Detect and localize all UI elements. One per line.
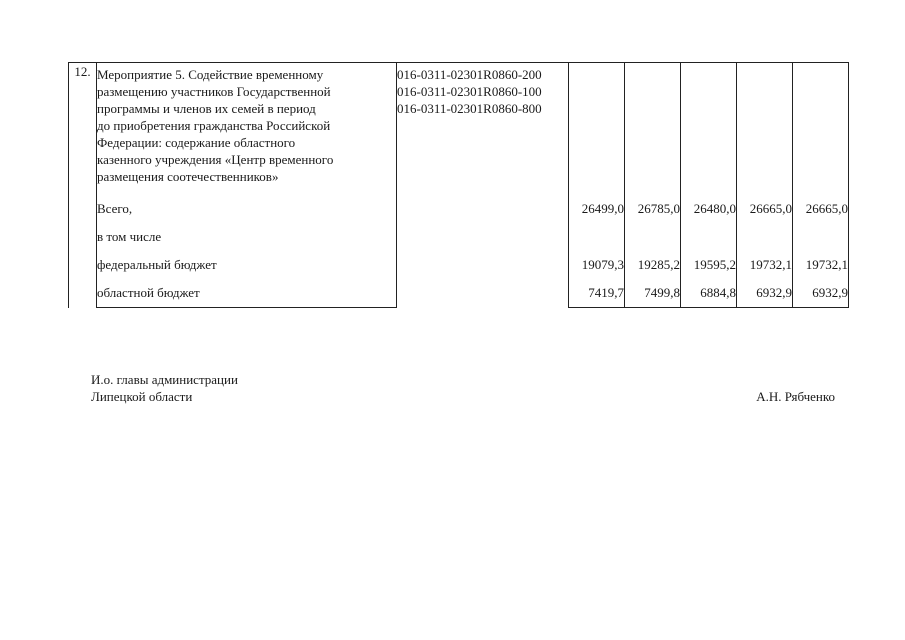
budget-table xyxy=(68,62,849,308)
value-cell xyxy=(737,223,793,251)
value-cell: 6932,9 xyxy=(737,279,793,308)
signature-region-line: Липецкой области xyxy=(91,389,193,404)
description-line: Мероприятие 5. Содействие временному xyxy=(97,67,324,82)
row-number: 12. xyxy=(69,63,97,308)
budget-codes xyxy=(397,63,569,308)
value-cell: 19732,1 xyxy=(793,251,849,279)
value-cell: 26785,0 xyxy=(625,195,681,223)
description-line: размещению участников Государственной xyxy=(97,84,331,99)
budget-code: 016-0311-02301R0860-800 xyxy=(397,101,542,116)
value-cell: 19732,1 xyxy=(737,251,793,279)
row-label: в том числе xyxy=(97,223,397,251)
value-cell xyxy=(569,223,625,251)
description-line: до приобретения гражданства Российской xyxy=(97,118,331,133)
row-label: Всего, xyxy=(97,195,397,223)
value-cell xyxy=(625,223,681,251)
signature-title-line: И.о. главы администрации xyxy=(91,372,238,387)
value-cell: 26665,0 xyxy=(793,195,849,223)
value-cell xyxy=(681,63,737,196)
value-cell xyxy=(625,63,681,196)
value-cell: 26480,0 xyxy=(681,195,737,223)
activity-description xyxy=(97,63,397,196)
value-cell: 26665,0 xyxy=(737,195,793,223)
description-line: программы и членов их семей в период xyxy=(97,101,316,116)
value-cell xyxy=(793,223,849,251)
value-cell: 6884,8 xyxy=(681,279,737,308)
row-label: областной бюджет xyxy=(97,279,397,308)
budget-code: 016-0311-02301R0860-100 xyxy=(397,84,542,99)
signature-block xyxy=(91,371,238,405)
value-cell: 7419,7 xyxy=(569,279,625,308)
description-line: казенного учреждения «Центр временного xyxy=(97,152,334,167)
value-cell: 6932,9 xyxy=(793,279,849,308)
description-line: Федерации: содержание областного xyxy=(97,135,296,150)
value-cell: 7499,8 xyxy=(625,279,681,308)
value-cell: 19079,3 xyxy=(569,251,625,279)
value-cell xyxy=(569,63,625,196)
signer-name: А.Н. Рябченко xyxy=(756,389,835,404)
value-cell: 19285,2 xyxy=(625,251,681,279)
row-label: федеральный бюджет xyxy=(97,251,397,279)
description-line: размещения соотечественников» xyxy=(97,169,279,184)
value-cell xyxy=(681,223,737,251)
value-cell xyxy=(793,63,849,196)
table-row-header xyxy=(69,63,849,196)
value-cell: 19595,2 xyxy=(681,251,737,279)
value-cell xyxy=(737,63,793,196)
budget-code: 016-0311-02301R0860-200 xyxy=(397,67,542,82)
value-cell: 26499,0 xyxy=(569,195,625,223)
